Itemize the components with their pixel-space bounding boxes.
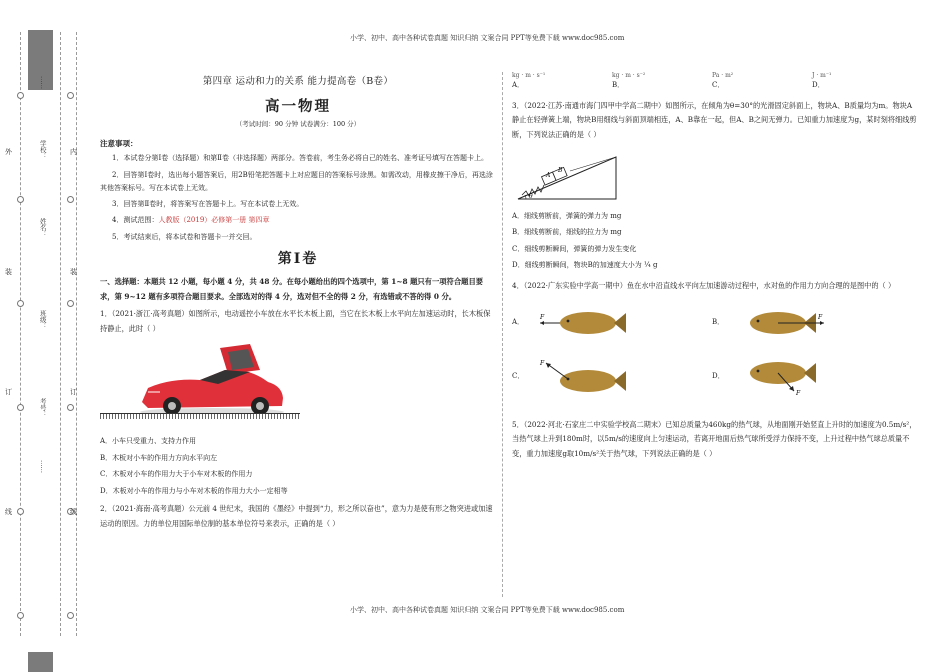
fish-figure-b	[738, 303, 828, 343]
question-1-option-b: B．木板对小车的作用力方向水平向左	[100, 453, 218, 462]
question-4-option-c	[512, 357, 712, 397]
subject-title: 高一物理	[265, 97, 331, 115]
question-4-row-2	[512, 352, 917, 402]
fish-figure-d	[738, 357, 828, 397]
wood-board	[100, 413, 300, 419]
column-divider	[502, 72, 503, 597]
left-column	[100, 76, 496, 532]
chapter-title: 第四章 运动和力的关系 能力提高卷（B卷）	[202, 76, 394, 87]
note-item: 1．本试卷分第Ⅰ卷（选择题）和第Ⅱ卷（非选择题）两部分。答卷前，考生务必将自己的姓名、准考证号填写在答题卡上。	[112, 154, 488, 163]
binding-hole	[17, 300, 24, 307]
note-item: 5．考试结束后，将本试卷和答题卡一并交回。	[112, 232, 257, 241]
right-column	[512, 72, 917, 462]
outer-cut-line	[20, 32, 21, 636]
outer-label: 线	[5, 508, 12, 516]
notes-title: 注意事项：	[100, 139, 138, 149]
binding-hole	[17, 92, 24, 99]
outer-label: 订	[5, 388, 12, 396]
inner-cut-line-2	[76, 32, 77, 636]
binding-dots: ……	[38, 76, 47, 89]
question-1-figure	[100, 340, 496, 430]
question-2-unit-b: kg · m · s⁻²	[612, 72, 646, 79]
question-1-option-d: D．木板对小车的作用力与小车对木板的作用力大小一定相等	[100, 486, 288, 495]
force-label: F	[796, 389, 801, 397]
exam-meta: （考试时间：90 分钟 试卷满分：100 分）	[235, 120, 361, 129]
section-intro: 一、选择题：本题共 12 小题，每小题 4 分，共 48 分。在每小题给出的四个选项中，第 1~8 题只有一项符合题目要求，第 9~12 题有多项符合题目要求。全部选对的得 4 分，选对但不全的得 2 分，有选错或不答的得 0 分。	[100, 276, 484, 301]
block-a-label: A	[546, 171, 551, 179]
binding-hole	[17, 196, 24, 203]
question-4-option-d	[712, 357, 912, 397]
incline-diagram	[512, 153, 632, 205]
question-2-unit-a: kg · m · s⁻¹	[512, 72, 546, 79]
note-item-range	[100, 214, 496, 227]
outer-label: 装	[5, 268, 12, 276]
binding-hole	[17, 612, 24, 619]
block-b-label: B	[558, 166, 563, 174]
binding-hole	[67, 196, 74, 203]
question-1-option-a: A．小车只受重力、支持力作用	[100, 437, 197, 446]
inner-label: 订	[70, 388, 77, 396]
question-3-option-a: A．细线剪断前，弹簧的弹力为 mg	[512, 211, 622, 220]
question-4-letter-d: D．	[712, 371, 725, 380]
inner-cut-line	[60, 32, 61, 636]
question-4-stem: 4．（2022·广东实验中学高一期中）鱼在水中沿直线水平向左加速游动过程中，水对鱼的作用力方向合理的是图中的（ ）	[512, 280, 896, 290]
question-2-stem: 2．（2021·海南·高考真题）公元前 4 世纪末，我国的《墨经》中提到“力，形之所以奋也”，意为力是使有形之物突进或加速运动的原因。力的单位用国际单位制的基本单位符号来表示，正确的是（ ）	[100, 504, 493, 529]
question-3-option-c: C．细线剪断瞬间，弹簧的弹力发生变化	[512, 244, 637, 253]
question-3-stem: 3．（2022·江苏·南通市海门四甲中学高二期中）如图所示，在倾角为θ=30°的光滑固定斜面上，物块A、B质量均为m。物块A静止在轻弹簧上端，物块B用细线与斜面顶端相连，A、B靠在一起，但A、B之间无弹力。已知重力加速度为g，某时刻将细线剪断，下列说法正确的是（ ）	[512, 100, 917, 140]
binding-dots: ……	[38, 460, 47, 473]
question-2-letter-b: B．	[612, 81, 625, 90]
force-label: F	[818, 313, 823, 321]
name-field-label: 姓名：	[38, 218, 47, 238]
binding-hole	[67, 404, 74, 411]
volume-title: 第Ⅰ卷	[277, 251, 319, 268]
note-range-prefix: 4．测试范围：	[112, 216, 159, 225]
binding-dark-block-bottom	[28, 652, 53, 672]
question-3-option-b: B．细线剪断前，细线的拉力为 mg	[512, 228, 622, 237]
binding-hole	[67, 92, 74, 99]
force-label: F	[540, 359, 545, 367]
question-4-option-a	[512, 303, 712, 343]
class-field-label: 班级：	[38, 310, 47, 330]
question-2-letter-a: A．	[512, 81, 525, 90]
fish-figure-a	[538, 303, 628, 343]
binding-hole	[17, 404, 24, 411]
note-range-value: 人教版（2019）必修第一册 第四章	[158, 216, 270, 225]
question-4-letter-b: B．	[712, 317, 725, 326]
inner-label: 装	[70, 268, 77, 276]
question-4-letter-a: A．	[512, 317, 525, 326]
question-2-letter-c: C．	[712, 81, 725, 90]
question-4-letter-c: C．	[512, 371, 525, 380]
question-4-option-b	[712, 303, 912, 343]
question-2-units	[512, 72, 917, 80]
binding-hole	[17, 508, 24, 515]
school-field-label: 学校：	[38, 140, 47, 160]
page-header: 小学、初中、高中各种试卷真题 知识归纳 文案合同 PPT等免费下载 www.doc985.com	[350, 34, 625, 42]
outer-label: 外	[5, 148, 12, 156]
question-1-option-c: C．木板对小车的作用力大于小车对木板的作用力	[100, 470, 253, 479]
inner-label: 线	[70, 508, 77, 516]
binding-hole	[67, 300, 74, 307]
inner-label: 内	[70, 148, 77, 156]
question-2-unit-c: Pa · m²	[712, 72, 734, 79]
question-2-letter-d: D．	[812, 81, 825, 90]
question-5-stem: 5．（2022·河北·石家庄二中实验学校高二期末）已知总质量为460kg的热气球，从地面刚开始竖直上升时的加速度为0.5m/s²，当热气球上升到180m时，以5m/s的速度向上匀速运动，若离开地面后热气球所受浮力保持不变，上升过程中热气球总质量不变，重力加速度g取10m/s²关于热气球，下列说法正确的是（ ）	[512, 419, 917, 459]
question-4-row-1	[512, 298, 917, 348]
question-2-unit-d: J · m⁻¹	[812, 72, 832, 79]
question-3-figure	[512, 153, 917, 205]
exam-number-field-label: 考号：	[38, 398, 47, 418]
theta-label: θ	[529, 192, 533, 200]
force-label: F	[540, 313, 545, 321]
question-3-option-d: D．细线剪断瞬间，物块B的加速度大小为 ¼ g	[512, 261, 658, 270]
question-2-option-letters	[512, 81, 917, 90]
note-item: 3．回答第Ⅱ卷时，将答案写在答题卡上。写在本试卷上无效。	[112, 200, 304, 209]
binding-hole	[67, 612, 74, 619]
page-footer: 小学、初中、高中各种试卷真题 知识归纳 文案合同 PPT等免费下载 www.doc985.com	[350, 606, 625, 614]
note-item: 2．回答第Ⅰ卷时，选出每小题答案后，用2B铅笔把答题卡上对应题目的答案标号涂黑。如需改动，用橡皮擦干净后，再选涂其他答案标号。写在本试卷上无效。	[100, 170, 493, 192]
question-1-stem: 1．（2021·浙江·高考真题）如图所示，电动遥控小车放在水平长木板上面，当它在长木板上水平向左加速运动时，长木板保持静止，此时（ ）	[100, 308, 491, 333]
fish-figure-c	[538, 357, 628, 397]
